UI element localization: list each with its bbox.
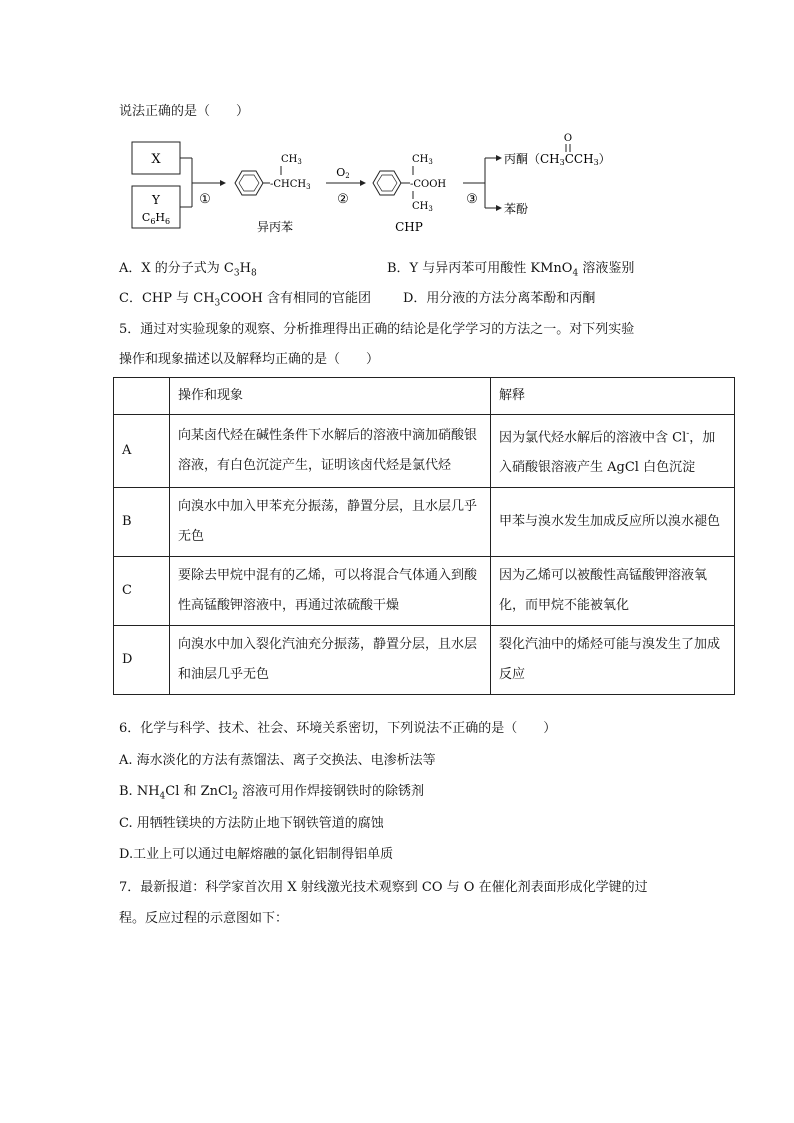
box-y-label: Y xyxy=(152,193,160,207)
step3-label: ③ xyxy=(466,192,478,207)
reaction-diagram xyxy=(130,128,650,238)
q7-stem-line1: 7．最新报道：科学家首次用 X 射线激光技术观察到 CO 与 O 在催化剂表面形成化学键的过 xyxy=(119,880,648,895)
chp-ch3-top: $CH_3$ xyxy=(412,154,433,166)
q4-option-c: C．CHP 与 $CH_3COOH$ 含有相同的官能团 xyxy=(119,291,371,309)
table-row xyxy=(114,415,735,488)
q5-stem-line1: 5．通过对实验现象的观察、分析推理得出正确的结论是化学学习的方法之一。对下列实验 xyxy=(119,322,635,337)
step2-label: ② xyxy=(337,192,349,207)
row-operation: 要除去甲烷中混有的乙烯，可以将混合气体通入到酸性高锰酸钾溶液中，再通过浓硫酸干燥 xyxy=(170,557,491,626)
row-operation: 向溴水中加入裂化汽油充分振荡，静置分层，且水层和油层几乎无色 xyxy=(170,626,491,695)
q6-option-d: D.工业上可以通过电解熔融的氯化铝制得铝单质 xyxy=(119,847,394,862)
row-operation: 向某卤代烃在碱性条件下水解后的溶液中滴加硝酸银溶液，有白色沉淀产生，证明该卤代烃是氯代烃 xyxy=(170,415,491,488)
q4-option-a: A．X 的分子式为 $C_3H_8$ xyxy=(119,261,257,279)
cumene-chch3: $-CHCH_3$ xyxy=(270,179,311,191)
box-y-formula: $C_6H_6$ xyxy=(141,211,171,226)
row-explanation: 因为氯代烃水解后的溶液中含 Cl-，加入硝酸银溶液产生 AgCl 白色沉淀 xyxy=(491,415,735,488)
header-cell-operation: 操作和现象 xyxy=(170,378,491,415)
row-operation: 向溴水中加入甲苯充分振荡，静置分层，且水层几乎无色 xyxy=(170,488,491,557)
row-label: B xyxy=(114,488,170,557)
row-label: C xyxy=(114,557,170,626)
row-label: D xyxy=(114,626,170,695)
question-intro: 说法正确的是（ ） xyxy=(119,104,250,119)
o2-label: O2 xyxy=(336,166,350,180)
table-row xyxy=(114,626,735,695)
chp-label: CHP xyxy=(395,220,423,234)
q6-option-a: A. 海水淡化的方法有蒸馏法、离子交换法、电渗析法等 xyxy=(119,753,436,768)
cumene-label: 异丙苯 xyxy=(256,220,294,234)
header-cell-label xyxy=(114,378,170,415)
row-label: A xyxy=(114,415,170,488)
table-row xyxy=(114,557,735,626)
q4-option-d: D．用分液的方法分离苯酚和丙酮 xyxy=(403,291,596,306)
header-cell-explanation: 解释 xyxy=(491,378,735,415)
acetone-label: 丙酮（CH3CCH3） xyxy=(504,152,611,167)
chp-ch3-bottom: $CH_3$ xyxy=(412,201,433,213)
box-x-label: X xyxy=(151,152,161,167)
acetone-o: O xyxy=(563,133,573,144)
q6-option-b: B. $NH_4Cl$ 和 ZnCl$_2$ 溶液可用作焊接钢铁时的除锈剂 xyxy=(119,784,425,802)
row-explanation: 裂化汽油中的烯烃可能与溴发生了加成反应 xyxy=(491,626,735,695)
q5-stem-line2: 操作和现象描述以及解释均正确的是（ ） xyxy=(119,352,380,367)
row-explanation: 因为乙烯可以被酸性高锰酸钾溶液氧化，而甲烷不能被氧化 xyxy=(491,557,735,626)
row-explanation: 甲苯与溴水发生加成反应所以溴水褪色 xyxy=(491,488,735,557)
q5-table xyxy=(113,377,735,695)
q4-option-b: B．Y 与异丙苯可用酸性 KMnO$_4$ 溶液鉴别 xyxy=(387,261,635,279)
cumene-ch3: $CH_3$ xyxy=(281,154,302,166)
chp-cooh: -COOH xyxy=(410,179,447,190)
q6-stem: 6．化学与科学、技术、社会、环境关系密切，下列说法不正确的是（ ） xyxy=(119,721,557,736)
step1-label: ① xyxy=(199,192,211,207)
table-row xyxy=(114,488,735,557)
table-header-row xyxy=(114,378,735,415)
phenol-label: 苯酚 xyxy=(504,202,529,216)
q7-stem-line2: 程。反应过程的示意图如下： xyxy=(119,911,289,926)
q6-option-c: C. 用牺牲镁块的方法防止地下钢铁管道的腐蚀 xyxy=(119,816,384,831)
